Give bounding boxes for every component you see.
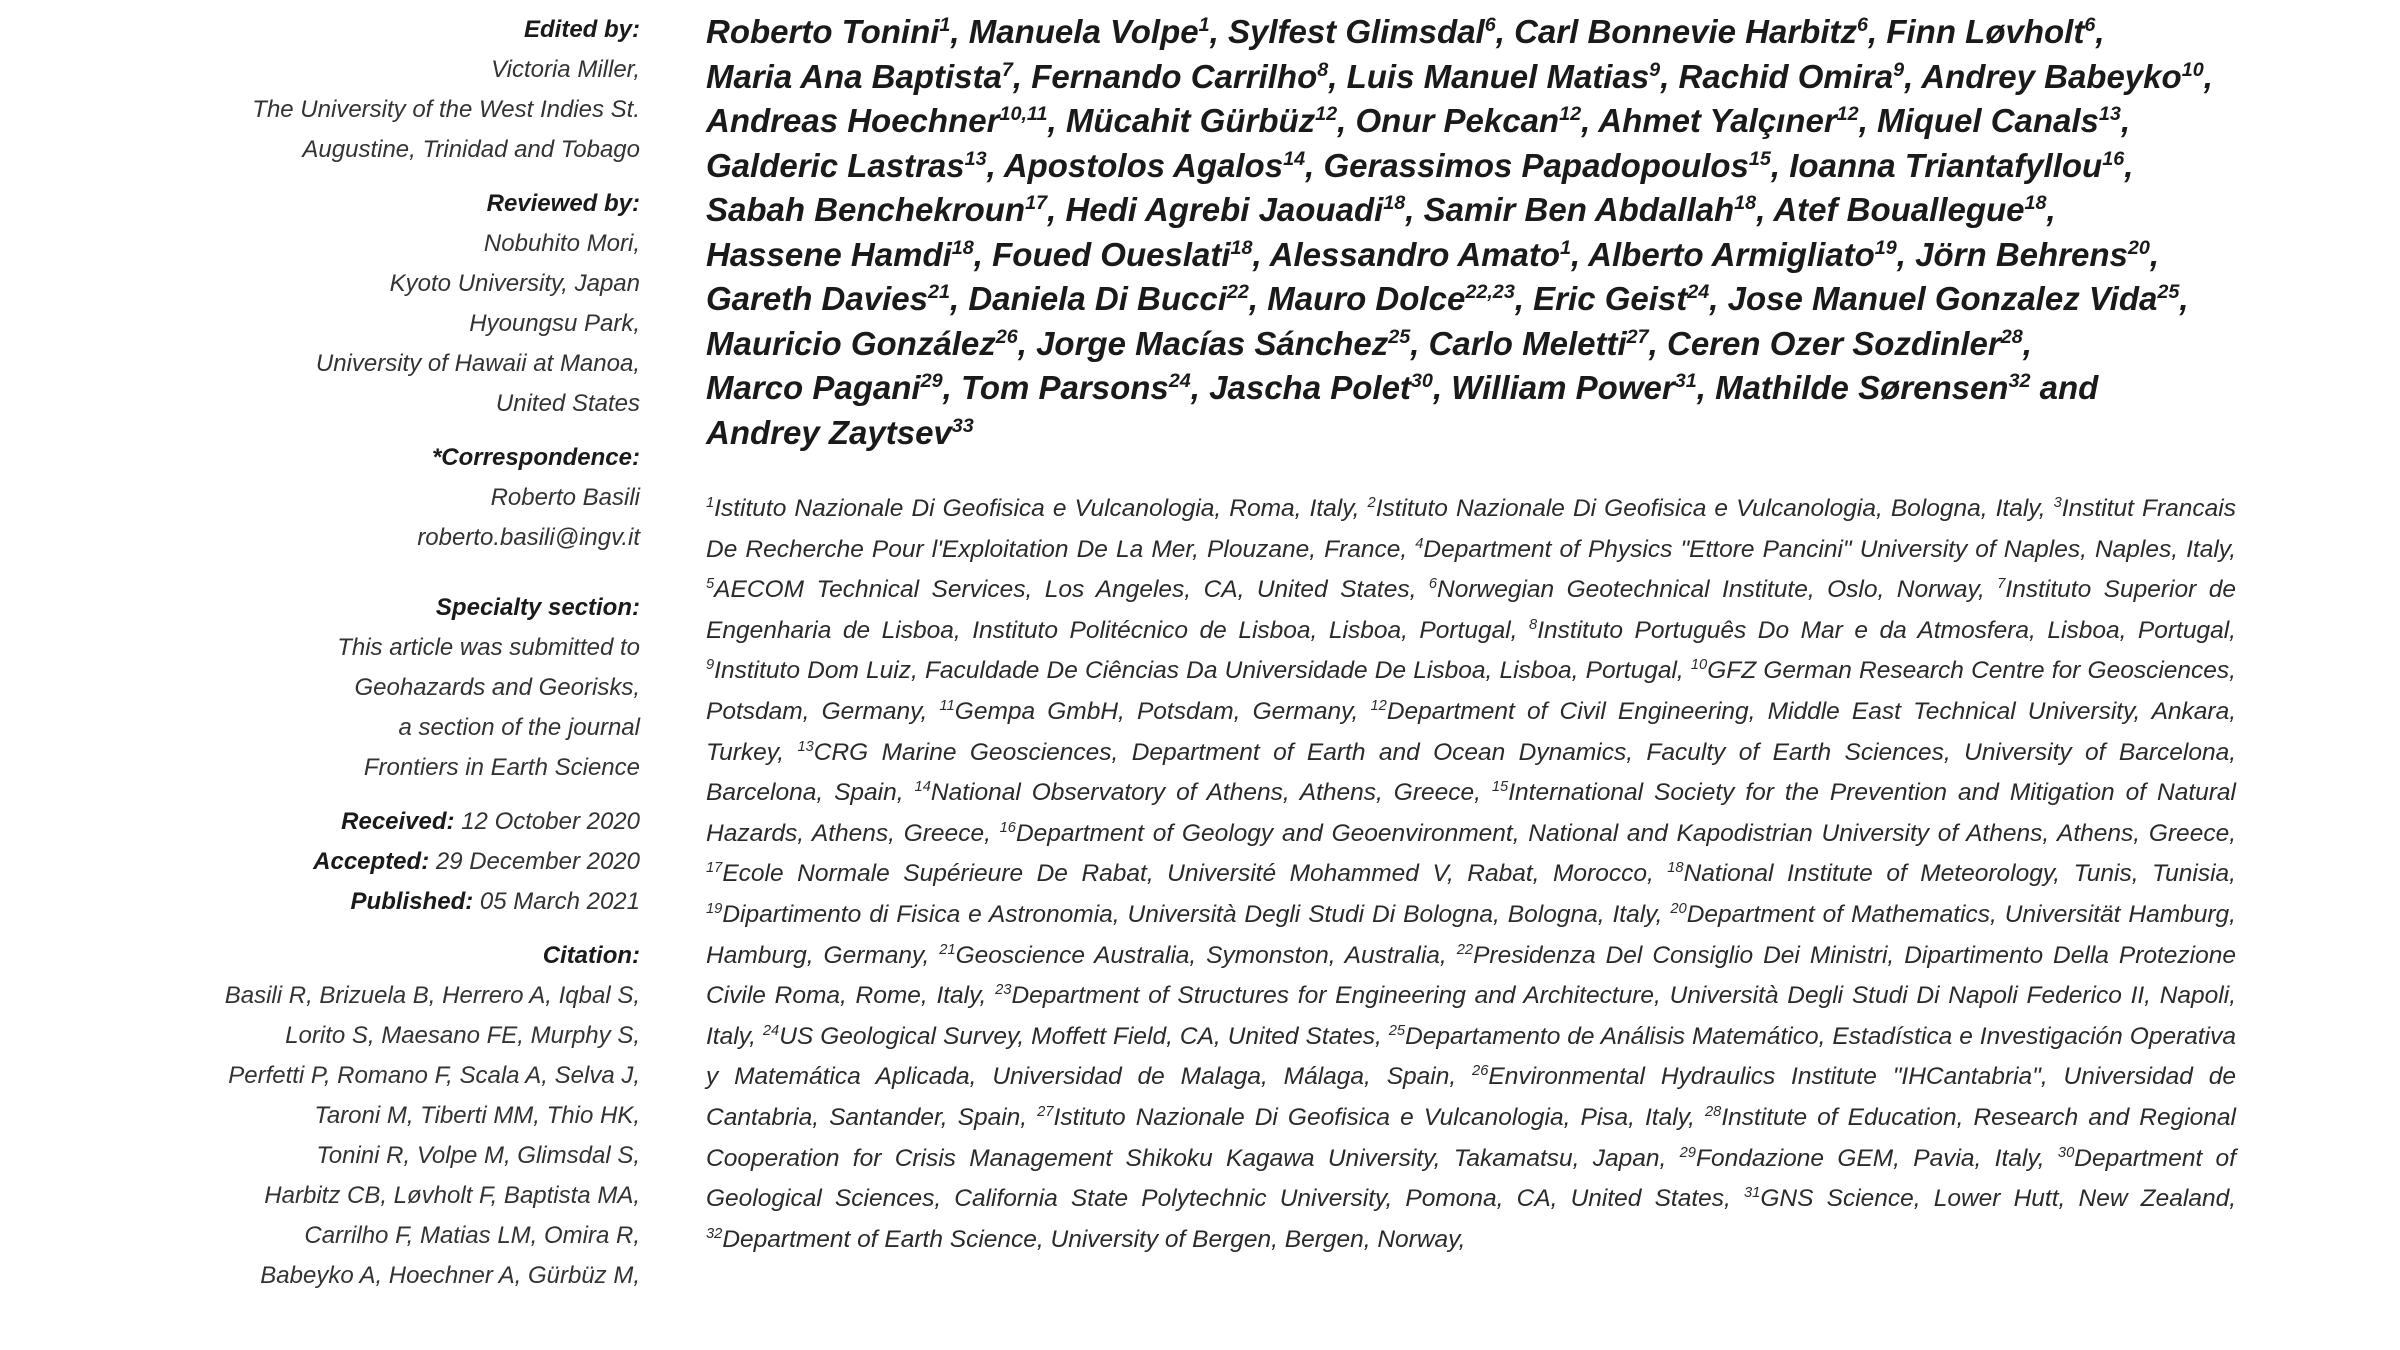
author-affiliation-number: 17 [1025, 192, 1048, 214]
author-name-text: Galderic Lastras [706, 146, 965, 184]
affiliation-item [1529, 617, 2236, 644]
author-affiliation-number: 1 [1198, 14, 1210, 36]
author-name-text: Andrey Zaytsev [706, 413, 952, 451]
reviewer-line: Kyoto University, Japan [389, 270, 640, 297]
author-name-text: Jascha Polet [1209, 369, 1411, 406]
author-affiliation-number: 12 [1559, 103, 1582, 125]
author-name [992, 236, 1252, 273]
author-name [1877, 102, 2121, 139]
affiliation-item [1744, 1185, 2236, 1212]
author-name [1209, 369, 1433, 406]
affiliation-text: International Society for the Prevention and Mitigation of Natural Hazards, Athens, Greece, [706, 779, 2237, 847]
author-affiliation-number: 31 [1674, 370, 1697, 392]
affiliation-text: Istituto Nazionale Di Geofisica e Vulcanologia, Pisa, Italy, [1053, 1103, 1695, 1131]
affiliation-text: Environmental Hydraulics Institute "IHCantabria", Universidad de Cantabria, Santander, Spain, [706, 1063, 2236, 1131]
author-affiliation-number: 24 [1168, 370, 1191, 392]
affiliation-text: Instituto Superior de Engenharia de Lisboa, Instituto Politécnico de Lisboa, Lisboa, Portugal, [706, 576, 2236, 644]
author-affiliation-number: 8 [1317, 58, 1329, 81]
author-name-text: Roberto Tonini [706, 13, 940, 50]
affiliation-number: 29 [1679, 1144, 1696, 1161]
affiliation-text: Institute of Education, Research and Regional Cooperation for Crisis Management Shikoku Kagawa University, Takamatsu, Japan, [706, 1103, 2236, 1172]
author-name-text: Mathilde Sørensen [1715, 369, 2009, 406]
affiliation-item [706, 576, 1416, 603]
article-header-main [706, 10, 2236, 1260]
author-name-text: Mücahit Gürbüz [1065, 102, 1316, 139]
reviewer-line: Nobuhito Mori, [483, 230, 640, 257]
affiliation-number: 27 [1037, 1103, 1054, 1120]
affiliation-number: 32 [706, 1225, 723, 1242]
author-affiliation-number: 1 [1560, 236, 1572, 259]
affiliation-text: US Geological Survey, Moffett Field, CA, United States, [779, 1022, 1382, 1050]
author-name-text: William Power [1451, 369, 1675, 406]
edited-by-block [140, 10, 640, 170]
affiliation-number: 4 [1415, 535, 1424, 552]
correspondence-block [140, 438, 640, 558]
affiliation-number: 16 [999, 819, 1016, 836]
author-name-text: Sabah Benchekroun [706, 191, 1026, 228]
affiliation-text: Dipartimento di Fisica e Astronomia, Università Degli Studi Di Bologna, Bologna, Italy, [722, 900, 1663, 928]
author-name [706, 191, 1047, 228]
author-name [1514, 13, 1868, 50]
specialty-section-heading: Specialty section: [435, 594, 640, 621]
author-name [1031, 58, 1328, 95]
author-name [1915, 236, 2150, 273]
affiliation-text: Department of Geology and Geoenvironment, National and Kapodistrian University of Athens, Athens, Greece, [1015, 819, 2236, 847]
affiliation-text: AECOM Technical Services, Los Angeles, CA, United States, [714, 576, 1417, 604]
editor-line: Augustine, Trinidad and Tobago [302, 136, 640, 163]
author-affiliation-number: 13 [2098, 103, 2121, 125]
author-name-text: Luis Manuel Matias [1346, 57, 1650, 95]
author-name [706, 280, 950, 317]
author-affiliation-number: 18 [1383, 192, 1406, 214]
author-name [1356, 102, 1582, 139]
affiliation-text: Department of Civil Engineering, Middle East Technical University, Ankara, Turkey, [706, 697, 2236, 766]
affiliation-text: Instituto Português Do Mar e da Atmosfera, Lisboa, Portugal, [1537, 616, 2236, 644]
author-affiliation-number: 14 [1283, 147, 1306, 170]
affiliation-number: 24 [762, 1022, 780, 1039]
reviewer-line: University of Hawaii at Manoa, [315, 350, 640, 377]
author-affiliation-number: 18 [1230, 236, 1253, 259]
affiliation-text: Institut Francais De Recherche Pour l'Exploitation De La Mer, Plouzane, France, [706, 495, 2236, 563]
affiliation-text: Departamento de Análisis Matemático, Estadística e Investigación Operativa y Matemática Aplicada, Universidad de Malaga, Málaga, Spain, [706, 1022, 2236, 1091]
citation-line: Perfetti P, Romano F, Scala A, Selva J, [228, 1062, 640, 1089]
author-affiliation-number: 18 [2024, 192, 2047, 214]
citation-line: Lorito S, Maesano FE, Murphy S, [285, 1022, 640, 1049]
affiliation-text: Department of Earth Science, University of Bergen, Bergen, Norway, [722, 1225, 1466, 1253]
affiliation-number: 6 [1428, 576, 1438, 593]
author-affiliation-number: 21 [927, 281, 950, 303]
affiliation-number: 14 [914, 779, 931, 795]
specialty-line: This article was submitted to [337, 634, 640, 661]
author-name-text: Ceren Ozer Sozdinler [1667, 324, 2001, 362]
accepted-value: 29 December 2020 [435, 848, 640, 875]
author-name [1451, 369, 1696, 406]
citation-line: Tonini R, Volpe M, Glimsdal S, [316, 1142, 640, 1169]
author-affiliation-number: 19 [1874, 236, 1897, 259]
affiliation-item [1667, 860, 2236, 887]
specialty-line: a section of the journal [398, 714, 640, 741]
author-affiliation-number: 30 [1410, 370, 1433, 392]
correspondence-email-link[interactable]: roberto.basili@ingv.it [417, 524, 640, 551]
editor-line: Victoria Miller, [491, 56, 640, 83]
author-name [1004, 147, 1305, 184]
affiliation-text: GNS Science, Lower Hutt, New Zealand, [1760, 1185, 2237, 1213]
author-name [706, 414, 974, 451]
author-name [1066, 102, 1337, 139]
affiliation-text: Ecole Normale Supérieure De Rabat, Université Mohammed V, Rabat, Morocco, [722, 860, 1654, 888]
author-name-text: Alessandro Amato [1269, 235, 1561, 273]
affiliation-item [1000, 820, 2236, 847]
author-affiliation-number: 20 [2127, 236, 2150, 259]
received-date [140, 802, 640, 842]
affiliation-item [915, 779, 1481, 806]
affiliation-number: 17 [706, 860, 723, 877]
dates-block [140, 802, 640, 922]
author-name-text: Ahmet Yalçıner [1598, 102, 1837, 139]
received-value: 12 October 2020 [461, 808, 640, 835]
author-affiliation-number: 28 [2000, 325, 2023, 348]
author-affiliation-number: 9 [1649, 58, 1661, 81]
affiliation-item [763, 1023, 1382, 1050]
author-name [1667, 325, 2023, 362]
author-name [1270, 236, 1571, 273]
author-name [706, 325, 1018, 362]
citation-line: Babeyko A, Hoechner A, Gürbüz M, [260, 1262, 640, 1289]
author-name-text: Jörn Behrens [1915, 235, 2128, 273]
author-name [1773, 191, 2046, 228]
author-name [706, 13, 950, 50]
edited-by-lines [140, 50, 640, 170]
reviewed-by-block [140, 184, 640, 424]
author-affiliation-number: 1 [939, 14, 951, 36]
affiliation-number: 5 [706, 576, 715, 593]
published-date [140, 882, 640, 922]
author-name-text: Fernando Carrilho [1031, 57, 1318, 95]
affiliation-number: 18 [1667, 860, 1684, 877]
author-name [706, 102, 1047, 139]
author-affiliation-number: 22,23 [1465, 281, 1515, 303]
author-affiliation-number: 25 [1388, 325, 1411, 348]
affiliation-number: 19 [706, 900, 723, 917]
affiliation-item [706, 1226, 1465, 1253]
author-name [968, 280, 1249, 317]
citation-heading: Citation: [542, 942, 640, 969]
specialty-line: Frontiers in Earth Science [363, 754, 640, 781]
editor-line: The University of the West Indies St. [252, 96, 640, 123]
affiliation-item [1680, 1145, 2045, 1172]
author-name-text: Ioanna Triantafyllou [1789, 146, 2103, 184]
affiliation-text: Gempa GmbH, Potsdam, Germany, [954, 697, 1359, 725]
affiliation-text: National Observatory of Athens, Athens, Greece, [930, 779, 1481, 807]
author-name-text: Jorge Macías Sánchez [1036, 324, 1389, 362]
affiliation-item [1037, 1104, 1695, 1131]
author-name-text: Hedi Agrebi Jaouadi [1065, 191, 1384, 228]
published-value: 05 March 2021 [479, 888, 640, 915]
affiliation-text: Department of Geological Sciences, California State Polytechnic University, Pomona, CA, United States, [706, 1144, 2236, 1213]
author-name-text: Andreas Hoechner [706, 102, 1000, 139]
author-name [1588, 236, 1897, 273]
author-name [1323, 147, 1770, 184]
author-name [1728, 280, 2180, 317]
author-affiliation-number: 18 [1734, 192, 1757, 214]
affiliation-number: 1 [706, 494, 715, 511]
author-name [706, 236, 974, 273]
affiliation-number: 3 [2053, 494, 2062, 511]
author-affiliation-number: 9 [1893, 58, 1905, 81]
affiliations-list [706, 489, 2236, 1260]
author-affiliation-number: 6 [2084, 14, 2096, 36]
affiliation-number: 22 [1456, 941, 1474, 958]
author-name-text: Carlo Meletti [1428, 324, 1627, 362]
author-affiliation-number: 18 [951, 236, 974, 259]
author-name [706, 58, 1013, 95]
author-name-text: Maria Ana Baptista [706, 57, 1002, 95]
author-name-text: Tom Parsons [960, 369, 1169, 406]
affiliation-text: Istituto Nazionale Di Geofisica e Vulcanologia, Bologna, Italy, [1375, 495, 2046, 522]
author-name-text: Gareth Davies [706, 280, 928, 317]
author-name [1429, 325, 1649, 362]
citation-line: Carrilho F, Matias LM, Omira R, [304, 1222, 640, 1249]
author-affiliation-number: 24 [1687, 281, 1710, 303]
author-affiliation-number: 12 [1836, 103, 1859, 125]
author-affiliation-number: 33 [951, 414, 974, 437]
affiliation-text: Fondazione GEM, Pavia, Italy, [1695, 1144, 2045, 1172]
author-affiliation-number: 26 [995, 325, 1018, 348]
author-name-text: Miquel Canals [1877, 102, 2099, 139]
correspondence-name: Roberto Basili [490, 484, 640, 511]
author-name-text: Daniela Di Bucci [968, 280, 1227, 317]
author-affiliation-number: 29 [920, 370, 943, 392]
received-label: Received: [341, 808, 455, 835]
citation-block [140, 936, 640, 1296]
affiliation-item [706, 860, 1654, 887]
author-name-text: Jose Manuel Gonzalez Vida [1727, 280, 2158, 317]
affiliation-item [940, 698, 1359, 725]
author-name [706, 369, 943, 406]
author-affiliation-number: 10,11 [999, 103, 1048, 125]
correspondence-heading: *Correspondence: [431, 444, 640, 471]
affiliation-text: Norwegian Geotechnical Institute, Oslo, Norway, [1437, 576, 1985, 604]
author-name [1886, 13, 2095, 50]
affiliation-number: 8 [1529, 616, 1538, 633]
author-name-text: Onur Pekcan [1355, 102, 1560, 139]
affiliation-number: 10 [1690, 657, 1708, 674]
author-name-text: Hassene Hamdi [706, 235, 952, 273]
affiliation-number: 20 [1670, 900, 1687, 917]
affiliation-item [706, 657, 1684, 684]
author-name [1533, 280, 1709, 317]
affiliation-number: 11 [939, 697, 955, 714]
author-affiliation-number: 16 [2102, 147, 2125, 170]
affiliation-number: 28 [1704, 1103, 1722, 1120]
author-name-text: Manuela Volpe [968, 13, 1199, 50]
author-affiliation-number: 32 [2008, 370, 2031, 392]
author-name [1715, 369, 2030, 406]
article-info-sidebar [140, 10, 640, 1310]
author-affiliation-number: 12 [1315, 103, 1338, 125]
affiliation-text: National Institute of Meteorology, Tunis, Tunisia, [1683, 860, 2236, 888]
author-list: Roberto Tonini$^1$, Manuela Volpe$^1$, Sylfest Glimsdal$^6$, Carl Bonnevie Harbitz$^6$, Finn Løvholt$^6$, Maria Ana Baptista$^7$, Fernando Carrilho$^8$, Luis Manuel Matias$^9$, Rachid Omira$^9$, Andrey Babeyko$^{10}$, Andreas Hoechner$^{10,11}$, Mücahit Gürbüz$^{12}$, Onur Pekcan$^{12}$, Ahmet Yalçıner$^{12}$, Miquel Canals$^{13}$, Galderic Lastras$^{13}$, Apostolos Agalos$^{14}$, Gerassimos Papadopoulos$^{15}$, Ioanna Triantafyllou$^{16}$, Sabah Benchekroun$^{17}$, Hedi Agrebi Jaouadi$^{18}$, Samir Ben Abdallah$^{18}$, Atef Bouallegue$^{18}$, Hassene Hamdi$^{18}$, Foued Oueslati$^{18}$, Alessandro Amato$^1$, Alberto Armigliato$^{19}$, Jörn Behrens$^{20}$, Gareth Davies$^{21}$, Daniela Di Bucci$^{22}$, Mauro Dolce$^{22,23}$, Eric Geist$^{24}$, Jose Manuel Gonzalez Vida$^{25}$, Mauricio González$^{26}$, Jorge Macías Sánchez$^{25}$, Carlo Meletti$^{27}$, Ceren Ozer Sozdinler$^{28}$, Marco Pagani$^{29}$, Tom Parsons$^{24}$, Jascha Polet$^{30}$, William Power$^{31}$, Mathilde Sørensen$^{32}$ and Andrey Zaytsev$^{33}$ [706, 13, 2213, 451]
reviewer-line: Hyoungsu Park, [469, 310, 640, 337]
author-affiliation-number: 10 [2181, 58, 2204, 81]
affiliation-text: Instituto Dom Luiz, Faculdade De Ciências Da Universidade De Lisboa, Lisboa, Portugal, [714, 657, 1684, 685]
affiliation-number: 21 [939, 941, 956, 958]
citation-line: Basili R, Brizuela B, Herrero A, Iqbal S, [224, 982, 640, 1009]
author-affiliation-number: 22 [1226, 281, 1249, 303]
author-name-text: Carl Bonnevie Harbitz [1514, 13, 1857, 50]
affiliation-number: 25 [1388, 1022, 1406, 1039]
author-name-text: Samir Ben Abdallah [1423, 191, 1735, 228]
author-name [1036, 325, 1410, 362]
author-name-text: Alberto Armigliato [1588, 235, 1875, 273]
author-name-text: Apostolos Agalos [1003, 146, 1284, 184]
author-affiliation-number: 7 [1001, 58, 1013, 81]
published-label: Published: [350, 888, 474, 915]
author-affiliation-number: 6 [1857, 14, 1869, 36]
affiliation-number: 9 [706, 657, 715, 674]
author-name-text: Eric Geist [1533, 280, 1688, 317]
author-affiliation-number: 25 [2157, 281, 2180, 303]
affiliation-text: Department of Physics "Ettore Pancini" University of Naples, Naples, Italy, [1423, 535, 2237, 563]
author-name [961, 369, 1191, 406]
affiliation-text: Department of Structures for Engineering and Architecture, Università Degli Studi Di Napoli Federico II, Napoli, Italy, [706, 982, 2236, 1050]
affiliation-number: 15 [1491, 779, 1509, 795]
author-name [1228, 13, 1496, 50]
accepted-date [140, 842, 640, 882]
authors-conjunction: and [2039, 369, 2099, 406]
author-name-text: Sylfest Glimsdal [1227, 13, 1485, 50]
affiliation-number: 2 [1367, 494, 1376, 511]
citation-line: Harbitz CB, Løvholt F, Baptista MA, [264, 1182, 640, 1209]
author-name-text: Rachid Omira [1678, 57, 1894, 95]
author-name-text: Finn Løvholt [1886, 13, 2085, 50]
affiliation-number: 7 [1997, 576, 2006, 593]
affiliation-item [1429, 576, 1985, 603]
author-name [969, 13, 1210, 50]
affiliation-number: 26 [1472, 1063, 1489, 1080]
author-affiliation-number: 27 [1626, 325, 1649, 348]
affiliation-text: Presidenza Del Consiglio Dei Ministri, Dipartimento Della Protezione Civile Roma, Rome, Italy, [706, 941, 2236, 1010]
affiliation-number: 13 [797, 738, 814, 755]
affiliation-item [706, 495, 1359, 522]
author-name [1065, 191, 1405, 228]
specialty-section-block [140, 588, 640, 788]
author-name [706, 147, 987, 184]
author-name [1789, 147, 2124, 184]
author-name-text: Atef Bouallegue [1773, 191, 2025, 228]
affiliation-text: Department of Mathematics, Universität Hamburg, Hamburg, Germany, [706, 900, 2236, 969]
edited-by-heading: Edited by: [523, 16, 640, 43]
author-name-text: Gerassimos Papadopoulos [1323, 146, 1749, 184]
accepted-label: Accepted: [313, 848, 430, 875]
affiliation-number: 12 [1370, 697, 1387, 714]
affiliation-item [939, 942, 1446, 969]
author-name-text: Mauro Dolce [1267, 280, 1466, 317]
specialty-line: Geohazards and Georisks, [354, 674, 640, 701]
affiliation-text: Geoscience Australia, Symonston, Australia, [955, 941, 1447, 969]
author-name [1921, 58, 2203, 95]
affiliation-item [1415, 536, 2236, 563]
author-name [1679, 58, 1905, 95]
reviewer-line: United States [495, 390, 640, 417]
reviewed-by-heading: Reviewed by: [486, 190, 640, 217]
author-name [1347, 58, 1661, 95]
author-name [1267, 280, 1515, 317]
affiliation-text: CRG Marine Geosciences, Department of Earth and Ocean Dynamics, Faculty of Earth Sciences, University of Barcelona, Barcelona, Spain, [706, 738, 2237, 807]
author-affiliation-number: 6 [1484, 14, 1496, 36]
author-name-text: Mauricio González [706, 324, 996, 362]
affiliation-number: 31 [1744, 1184, 1761, 1201]
author-name-text: Foued Oueslati [992, 235, 1231, 273]
author-name [1424, 191, 1757, 228]
author-affiliation-number: 13 [964, 147, 987, 170]
affiliation-text: GFZ German Research Centre for Geosciences, Potsdam, Germany, [706, 657, 2236, 725]
author-name-text: Marco Pagani [706, 369, 921, 406]
affiliation-item [1368, 495, 2046, 522]
author-name [1598, 102, 1858, 139]
affiliation-text: Istituto Nazionale Di Geofisica e Vulcanologia, Roma, Italy, [714, 495, 1360, 522]
author-name-text: Andrey Babeyko [1921, 57, 2182, 95]
affiliation-number: 30 [2057, 1144, 2075, 1161]
affiliation-item [706, 901, 1662, 928]
affiliation-number: 23 [995, 981, 1012, 998]
citation-line: Taroni M, Tiberti MM, Thio HK, [314, 1102, 640, 1129]
author-affiliation-number: 15 [1748, 147, 1771, 170]
